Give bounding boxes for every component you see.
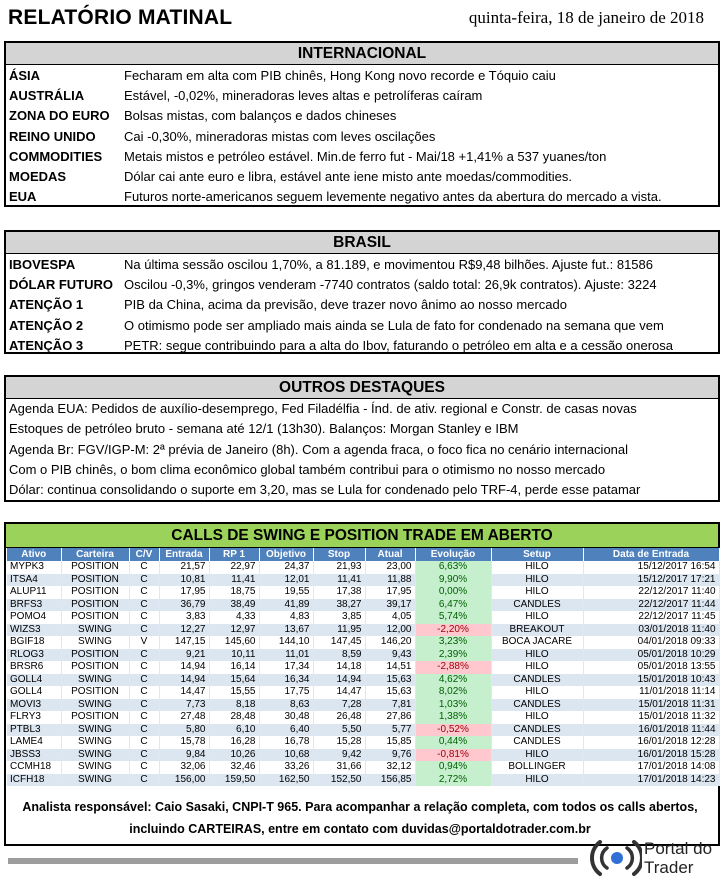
internacional-row xyxy=(6,187,718,207)
calls-cell: CANDLES xyxy=(491,736,583,749)
calls-cell: CANDLES xyxy=(491,599,583,612)
calls-table-row xyxy=(7,661,719,674)
calls-cell: 15,28 xyxy=(313,736,365,749)
calls-cell: 15/01/2018 10:43 xyxy=(583,674,719,687)
brasil-row xyxy=(6,254,718,274)
calls-table-row xyxy=(7,674,719,687)
calls-cell: SWING xyxy=(61,749,129,762)
calls-cell: LAME4 xyxy=(7,736,61,749)
calls-cell: C xyxy=(129,761,159,774)
internacional-row xyxy=(6,65,718,85)
calls-cell: 27,86 xyxy=(365,711,415,724)
calls-cell: C xyxy=(129,724,159,737)
calls-cell: 12,00 xyxy=(365,624,415,637)
calls-cell: 22/12/2017 11:40 xyxy=(583,586,719,599)
calls-cell: 10,81 xyxy=(159,574,209,587)
calls-cell: 9,43 xyxy=(365,649,415,662)
calls-cell: BOCA JACARÉ xyxy=(491,636,583,649)
calls-cell: 16/01/2018 11:44 xyxy=(583,724,719,737)
calls-cell: 15/01/2018 11:32 xyxy=(583,711,719,724)
calls-cell: 4,62% xyxy=(415,674,491,687)
calls-cell: CANDLES xyxy=(491,674,583,687)
calls-cell: 15/12/2017 16:54 xyxy=(583,561,719,574)
calls-cell: 15/01/2018 11:31 xyxy=(583,699,719,712)
calls-cell: SWING xyxy=(61,774,129,787)
calls-cell: 8,02% xyxy=(415,686,491,699)
internacional-row xyxy=(6,85,718,105)
calls-cell: 156,85 xyxy=(365,774,415,787)
outros-line: Dólar: continua consolidando o suporte em 3,20, mas se Lula for condenado pelo TRF-4, perde esse patamar xyxy=(9,482,641,498)
calls-cell: 144,10 xyxy=(259,636,313,649)
brasil-value: PIB da China, acima da previsão, deve trazer novo ânimo ao nosso mercado xyxy=(124,297,567,313)
calls-cell: 12,01 xyxy=(259,574,313,587)
calls-cell: ICFH18 xyxy=(7,774,61,787)
calls-column-header: Atual xyxy=(365,548,415,561)
calls-column-header: Objetivo xyxy=(259,548,313,561)
internacional-row xyxy=(6,146,718,166)
logo-text-trader: Trader xyxy=(644,858,694,877)
internacional-value: Fecharam em alta com PIB chinês, Hong Kong novo recorde e Tóquio caiu xyxy=(124,67,556,83)
calls-cell: C xyxy=(129,736,159,749)
calls-cell: 03/01/2018 11:40 xyxy=(583,624,719,637)
calls-cell: 11,88 xyxy=(365,574,415,587)
internacional-value: Cai -0,30%, mineradoras mistas com leves oscilações xyxy=(124,128,436,144)
footer-divider xyxy=(8,858,578,864)
calls-cell: 9,84 xyxy=(159,749,209,762)
calls-cell: PTBL3 xyxy=(7,724,61,737)
calls-cell: 9,90% xyxy=(415,574,491,587)
calls-cell: 10,11 xyxy=(209,649,259,662)
calls-cell: POSITION xyxy=(61,686,129,699)
calls-cell: 147,15 xyxy=(159,636,209,649)
section-outros-title: OUTROS DESTAQUES xyxy=(6,377,718,399)
calls-cell: 05/01/2018 13:55 xyxy=(583,661,719,674)
brasil-label: DÓLAR FUTURO xyxy=(9,276,113,292)
portal-do-trader-logo xyxy=(590,836,720,880)
brasil-label: ATENÇÃO 2 xyxy=(9,317,84,333)
calls-cell: BOLLINGER xyxy=(491,761,583,774)
calls-cell: 30,48 xyxy=(259,711,313,724)
calls-cell: 18,75 xyxy=(209,586,259,599)
calls-cell: HILO xyxy=(491,649,583,662)
calls-cell: BREAKOUT xyxy=(491,624,583,637)
calls-cell: 38,49 xyxy=(209,599,259,612)
calls-cell: 156,00 xyxy=(159,774,209,787)
calls-column-header: C/V xyxy=(129,548,159,561)
calls-cell: 14,94 xyxy=(159,661,209,674)
brasil-value: O otimismo pode ser ampliado mais ainda se Lula de fato for condenado na semana que vem xyxy=(124,317,664,333)
calls-cell: -0,81% xyxy=(415,749,491,762)
calls-cell: V xyxy=(129,636,159,649)
internacional-label: ZONA DO EURO xyxy=(9,108,110,124)
calls-cell: C xyxy=(129,649,159,662)
calls-cell: 11/01/2018 11:14 xyxy=(583,686,719,699)
calls-table-row xyxy=(7,736,719,749)
calls-cell: SWING xyxy=(61,724,129,737)
calls-cell: 4,83 xyxy=(259,611,313,624)
calls-cell: ITSA4 xyxy=(7,574,61,587)
calls-cell: 22,97 xyxy=(209,561,259,574)
calls-cell: CANDLES xyxy=(491,724,583,737)
calls-table-row xyxy=(7,561,719,574)
calls-cell: 38,27 xyxy=(313,599,365,612)
report-date: quinta-feira, 18 de janeiro de 2018 xyxy=(468,8,704,27)
calls-cell: 9,42 xyxy=(313,749,365,762)
calls-cell: 04/01/2018 09:33 xyxy=(583,636,719,649)
calls-cell: 8,63 xyxy=(259,699,313,712)
calls-column-header: Stop xyxy=(313,548,365,561)
calls-table-row xyxy=(7,761,719,774)
analyst-note-line-1: Analista responsável: Caio Sasaki, CNPI-T 965. Para acompanhar a relação completa, com todos os calls abertos, xyxy=(22,800,698,814)
calls-cell: HILO xyxy=(491,586,583,599)
calls-cell: -0,52% xyxy=(415,724,491,737)
calls-cell: 2,39% xyxy=(415,649,491,662)
calls-cell: C xyxy=(129,561,159,574)
calls-cell: HILO xyxy=(491,774,583,787)
calls-cell: 16,34 xyxy=(259,674,313,687)
calls-cell: 14,94 xyxy=(313,674,365,687)
calls-column-header: Evolução xyxy=(415,548,491,561)
calls-cell: 15,85 xyxy=(365,736,415,749)
calls-cell: 6,47% xyxy=(415,599,491,612)
calls-body xyxy=(7,561,719,786)
calls-cell: 5,77 xyxy=(365,724,415,737)
calls-cell: POSITION xyxy=(61,649,129,662)
calls-cell: 15,55 xyxy=(209,686,259,699)
internacional-label: COMMODITIES xyxy=(9,148,103,164)
calls-cell: 9,21 xyxy=(159,649,209,662)
calls-cell: 15,78 xyxy=(159,736,209,749)
calls-cell: SWING xyxy=(61,761,129,774)
calls-cell: HILO xyxy=(491,574,583,587)
calls-cell: HILO xyxy=(491,561,583,574)
outros-line: Agenda Br: FGV/IGP-M: 2ª prévia de Janeiro (8h). Com a agenda fraca, o foco fica no cenário internacional xyxy=(9,441,629,457)
calls-cell: JBSS3 xyxy=(7,749,61,762)
outros-line: Com o PIB chinês, o bom clima econômico global também contribui para o otimismo no nosso mercado xyxy=(9,461,606,477)
calls-cell: C xyxy=(129,711,159,724)
calls-cell: 19,55 xyxy=(259,586,313,599)
calls-cell: 16,14 xyxy=(209,661,259,674)
internacional-rows xyxy=(6,65,718,207)
calls-cell: 28,48 xyxy=(209,711,259,724)
calls-cell: 32,12 xyxy=(365,761,415,774)
calls-table-row xyxy=(7,686,719,699)
calls-cell: -2,20% xyxy=(415,624,491,637)
brasil-label: ATENÇÃO 1 xyxy=(9,297,84,313)
report-header xyxy=(0,0,722,36)
calls-cell: 11,41 xyxy=(209,574,259,587)
calls-cell: 41,89 xyxy=(259,599,313,612)
calls-column-header: RP 1 xyxy=(209,548,259,561)
analyst-note-line-2: incluindo CARTEIRAS, entre em contato com duvidas@portaldotrader.com.br xyxy=(129,822,591,836)
calls-cell: HILO xyxy=(491,611,583,624)
calls-header-row xyxy=(7,548,719,561)
internacional-row xyxy=(6,126,718,146)
calls-cell: POSITION xyxy=(61,574,129,587)
calls-cell: 4,05 xyxy=(365,611,415,624)
calls-cell: POSITION xyxy=(61,711,129,724)
calls-cell: GOLL4 xyxy=(7,674,61,687)
calls-cell: 146,20 xyxy=(365,636,415,649)
calls-table-row xyxy=(7,624,719,637)
logo-text-portal: Portal do xyxy=(644,839,713,858)
calls-table-row xyxy=(7,611,719,624)
calls-cell: POMO4 xyxy=(7,611,61,624)
broadcast-icon xyxy=(590,836,642,880)
calls-cell: POSITION xyxy=(61,661,129,674)
internacional-row xyxy=(6,106,718,126)
internacional-value: Bolsas mistas, com balanços e dados chineses xyxy=(124,108,397,124)
calls-cell: 32,06 xyxy=(159,761,209,774)
calls-cell: 17,95 xyxy=(159,586,209,599)
calls-cell: 17/01/2018 14:23 xyxy=(583,774,719,787)
calls-cell: MOVI3 xyxy=(7,699,61,712)
calls-cell: 16,78 xyxy=(259,736,313,749)
calls-cell: RLOG3 xyxy=(7,649,61,662)
calls-cell: 11,01 xyxy=(259,649,313,662)
calls-table-row xyxy=(7,699,719,712)
calls-cell: 7,81 xyxy=(365,699,415,712)
calls-column-header: Ativo xyxy=(7,548,61,561)
calls-cell: 14,47 xyxy=(313,686,365,699)
calls-table-row xyxy=(7,711,719,724)
brasil-value: Na última sessão oscilou 1,70%, a 81.189, e movimentou R$9,48 bilhões. Ajuste fut.: 81586 xyxy=(124,256,653,272)
calls-cell: BRSR6 xyxy=(7,661,61,674)
internacional-value: Futuros norte-americanos seguem levemente negativo antes da abertura do mercado a vista. xyxy=(124,189,662,205)
calls-table-row xyxy=(7,749,719,762)
section-internacional xyxy=(4,41,720,207)
calls-cell: C xyxy=(129,674,159,687)
calls-table-row xyxy=(7,724,719,737)
calls-cell: POSITION xyxy=(61,611,129,624)
calls-cell: 13,67 xyxy=(259,624,313,637)
calls-cell: 24,37 xyxy=(259,561,313,574)
brasil-row xyxy=(6,274,718,294)
calls-cell: 31,66 xyxy=(313,761,365,774)
calls-cell: 152,50 xyxy=(313,774,365,787)
calls-cell: 3,23% xyxy=(415,636,491,649)
internacional-row xyxy=(6,166,718,186)
calls-cell: HILO xyxy=(491,749,583,762)
calls-cell: 36,79 xyxy=(159,599,209,612)
calls-cell: GOLL4 xyxy=(7,686,61,699)
calls-table-row xyxy=(7,599,719,612)
calls-table-row xyxy=(7,574,719,587)
calls-cell: 12,97 xyxy=(209,624,259,637)
calls-column-header: Data de Entrada xyxy=(583,548,719,561)
calls-cell: 14,51 xyxy=(365,661,415,674)
calls-cell: 0,44% xyxy=(415,736,491,749)
calls-column-header: Setup xyxy=(491,548,583,561)
calls-cell: 10,26 xyxy=(209,749,259,762)
calls-cell: 21,93 xyxy=(313,561,365,574)
calls-cell: 10,68 xyxy=(259,749,313,762)
calls-cell: 27,48 xyxy=(159,711,209,724)
calls-cell: 5,74% xyxy=(415,611,491,624)
calls-table xyxy=(7,548,720,786)
calls-cell: 26,48 xyxy=(313,711,365,724)
internacional-label: ÁSIA xyxy=(9,67,41,83)
calls-cell: 7,73 xyxy=(159,699,209,712)
calls-cell: HILO xyxy=(491,711,583,724)
calls-cell: 11,41 xyxy=(313,574,365,587)
brasil-label: ATENÇÃO 3 xyxy=(9,337,84,353)
brasil-label: IBOVESPA xyxy=(9,256,76,272)
calls-cell: 17,38 xyxy=(313,586,365,599)
calls-cell: 145,60 xyxy=(209,636,259,649)
calls-cell: C xyxy=(129,586,159,599)
calls-cell: 21,57 xyxy=(159,561,209,574)
calls-cell: 6,63% xyxy=(415,561,491,574)
calls-cell: C xyxy=(129,624,159,637)
internacional-label: EUA xyxy=(9,189,37,205)
internacional-value: Estável, -0,02%, mineradoras leves altas e petrolíferas caíram xyxy=(124,87,483,103)
calls-cell: SWING xyxy=(61,636,129,649)
brasil-row xyxy=(6,295,718,315)
calls-cell: 159,50 xyxy=(209,774,259,787)
calls-table-row xyxy=(7,586,719,599)
calls-cell: ALUP11 xyxy=(7,586,61,599)
calls-cell: 22/12/2017 11:45 xyxy=(583,611,719,624)
calls-cell: 17,34 xyxy=(259,661,313,674)
calls-cell: POSITION xyxy=(61,586,129,599)
calls-cell: SWING xyxy=(61,674,129,687)
section-calls-title: CALLS DE SWING E POSITION TRADE EM ABERTO xyxy=(6,524,718,548)
calls-cell: 6,40 xyxy=(259,724,313,737)
calls-cell: C xyxy=(129,661,159,674)
calls-cell: C xyxy=(129,699,159,712)
calls-cell: 14,18 xyxy=(313,661,365,674)
calls-table-row xyxy=(7,636,719,649)
calls-cell: 15,64 xyxy=(209,674,259,687)
calls-cell: 14,94 xyxy=(159,674,209,687)
calls-cell: C xyxy=(129,574,159,587)
calls-cell: SWING xyxy=(61,699,129,712)
calls-cell: 7,28 xyxy=(313,699,365,712)
outros-line: Estoques de petróleo bruto - semana até 12/1 (13h30). Balanços: Morgan Stanley e IBM xyxy=(9,421,519,437)
calls-cell: 5,80 xyxy=(159,724,209,737)
calls-cell: 16/01/2018 15:28 xyxy=(583,749,719,762)
calls-cell: C xyxy=(129,599,159,612)
brasil-value: PETR: segue contribuindo para a alta do Ibov, faturando o petróleo em alta e a cessão onerosa xyxy=(124,337,673,353)
calls-cell: 17,95 xyxy=(365,586,415,599)
calls-cell: 17/01/2018 14:08 xyxy=(583,761,719,774)
calls-cell: 147,45 xyxy=(313,636,365,649)
calls-cell: 39,17 xyxy=(365,599,415,612)
brasil-row xyxy=(6,335,718,355)
calls-cell: 11,95 xyxy=(313,624,365,637)
calls-cell: 0,00% xyxy=(415,586,491,599)
calls-cell: 6,10 xyxy=(209,724,259,737)
calls-cell: FLRY3 xyxy=(7,711,61,724)
calls-cell: HILO xyxy=(491,661,583,674)
internacional-value: Metais mistos e petróleo estável. Min.de ferro fut - Mai/18 +1,41% a 537 yuanes/ton xyxy=(124,148,607,164)
report-title: RELATÓRIO MATINAL xyxy=(8,6,233,29)
calls-table-row xyxy=(7,774,719,787)
calls-cell: 33,26 xyxy=(259,761,313,774)
calls-table-row xyxy=(7,649,719,662)
internacional-label: REINO UNIDO xyxy=(9,128,96,144)
calls-cell: 1,03% xyxy=(415,699,491,712)
outros-lines xyxy=(6,399,718,500)
calls-cell: 15,63 xyxy=(365,674,415,687)
calls-cell: MYPK3 xyxy=(7,561,61,574)
calls-cell: 3,85 xyxy=(313,611,365,624)
section-brasil xyxy=(4,230,720,354)
calls-cell: POSITION xyxy=(61,561,129,574)
calls-cell: SWING xyxy=(61,624,129,637)
brasil-value: Oscilou -0,3%, gringos venderam -7740 contratos (saldo total: 26,9k contratos). Ajuste: 3224 xyxy=(124,276,657,292)
calls-cell: 23,00 xyxy=(365,561,415,574)
calls-cell: 16/01/2018 12:28 xyxy=(583,736,719,749)
calls-cell: 22/12/2017 11:44 xyxy=(583,599,719,612)
calls-cell: HILO xyxy=(491,686,583,699)
internacional-label: AUSTRÁLIA xyxy=(9,87,85,103)
calls-cell: 4,33 xyxy=(209,611,259,624)
calls-cell: 32,46 xyxy=(209,761,259,774)
calls-cell: 16,28 xyxy=(209,736,259,749)
calls-column-header: Entrada xyxy=(159,548,209,561)
calls-cell: BGIF18 xyxy=(7,636,61,649)
calls-cell: 0,94% xyxy=(415,761,491,774)
calls-cell: C xyxy=(129,686,159,699)
calls-cell: 17,75 xyxy=(259,686,313,699)
section-outros-destaques xyxy=(4,375,720,502)
outros-line: Agenda EUA: Pedidos de auxílio-desemprego, Fed Filadélfia - Índ. de ativ. regional e Constr. de casas novas xyxy=(9,401,637,416)
calls-cell: 8,18 xyxy=(209,699,259,712)
calls-cell: -2,88% xyxy=(415,661,491,674)
calls-cell: 12,27 xyxy=(159,624,209,637)
calls-cell: CCMH18 xyxy=(7,761,61,774)
brasil-row xyxy=(6,315,718,335)
internacional-label: MOEDAS xyxy=(9,169,67,185)
calls-cell: POSITION xyxy=(61,599,129,612)
calls-cell: 3,83 xyxy=(159,611,209,624)
brasil-rows xyxy=(6,254,718,355)
analyst-note xyxy=(6,796,714,840)
calls-cell: C xyxy=(129,749,159,762)
calls-cell: 15/12/2017 17:21 xyxy=(583,574,719,587)
calls-cell: 1,38% xyxy=(415,711,491,724)
calls-cell: 15,63 xyxy=(365,686,415,699)
section-internacional-title: INTERNACIONAL xyxy=(6,43,718,65)
section-brasil-title: BRASIL xyxy=(6,232,718,254)
calls-cell: C xyxy=(129,611,159,624)
calls-cell: 5,50 xyxy=(313,724,365,737)
calls-cell: 162,50 xyxy=(259,774,313,787)
calls-cell: 8,59 xyxy=(313,649,365,662)
calls-cell: SWING xyxy=(61,736,129,749)
calls-cell: C xyxy=(129,774,159,787)
calls-cell: CANDLES xyxy=(491,699,583,712)
internacional-value: Dólar cai ante euro e libra, estável ante iene misto ante moedas/commodities. xyxy=(124,169,573,185)
calls-cell: 14,47 xyxy=(159,686,209,699)
calls-column-header: Carteira xyxy=(61,548,129,561)
calls-cell: 05/01/2018 10:29 xyxy=(583,649,719,662)
calls-cell: WIZS3 xyxy=(7,624,61,637)
calls-cell: 9,76 xyxy=(365,749,415,762)
calls-cell: BRFS3 xyxy=(7,599,61,612)
calls-cell: 2,72% xyxy=(415,774,491,787)
